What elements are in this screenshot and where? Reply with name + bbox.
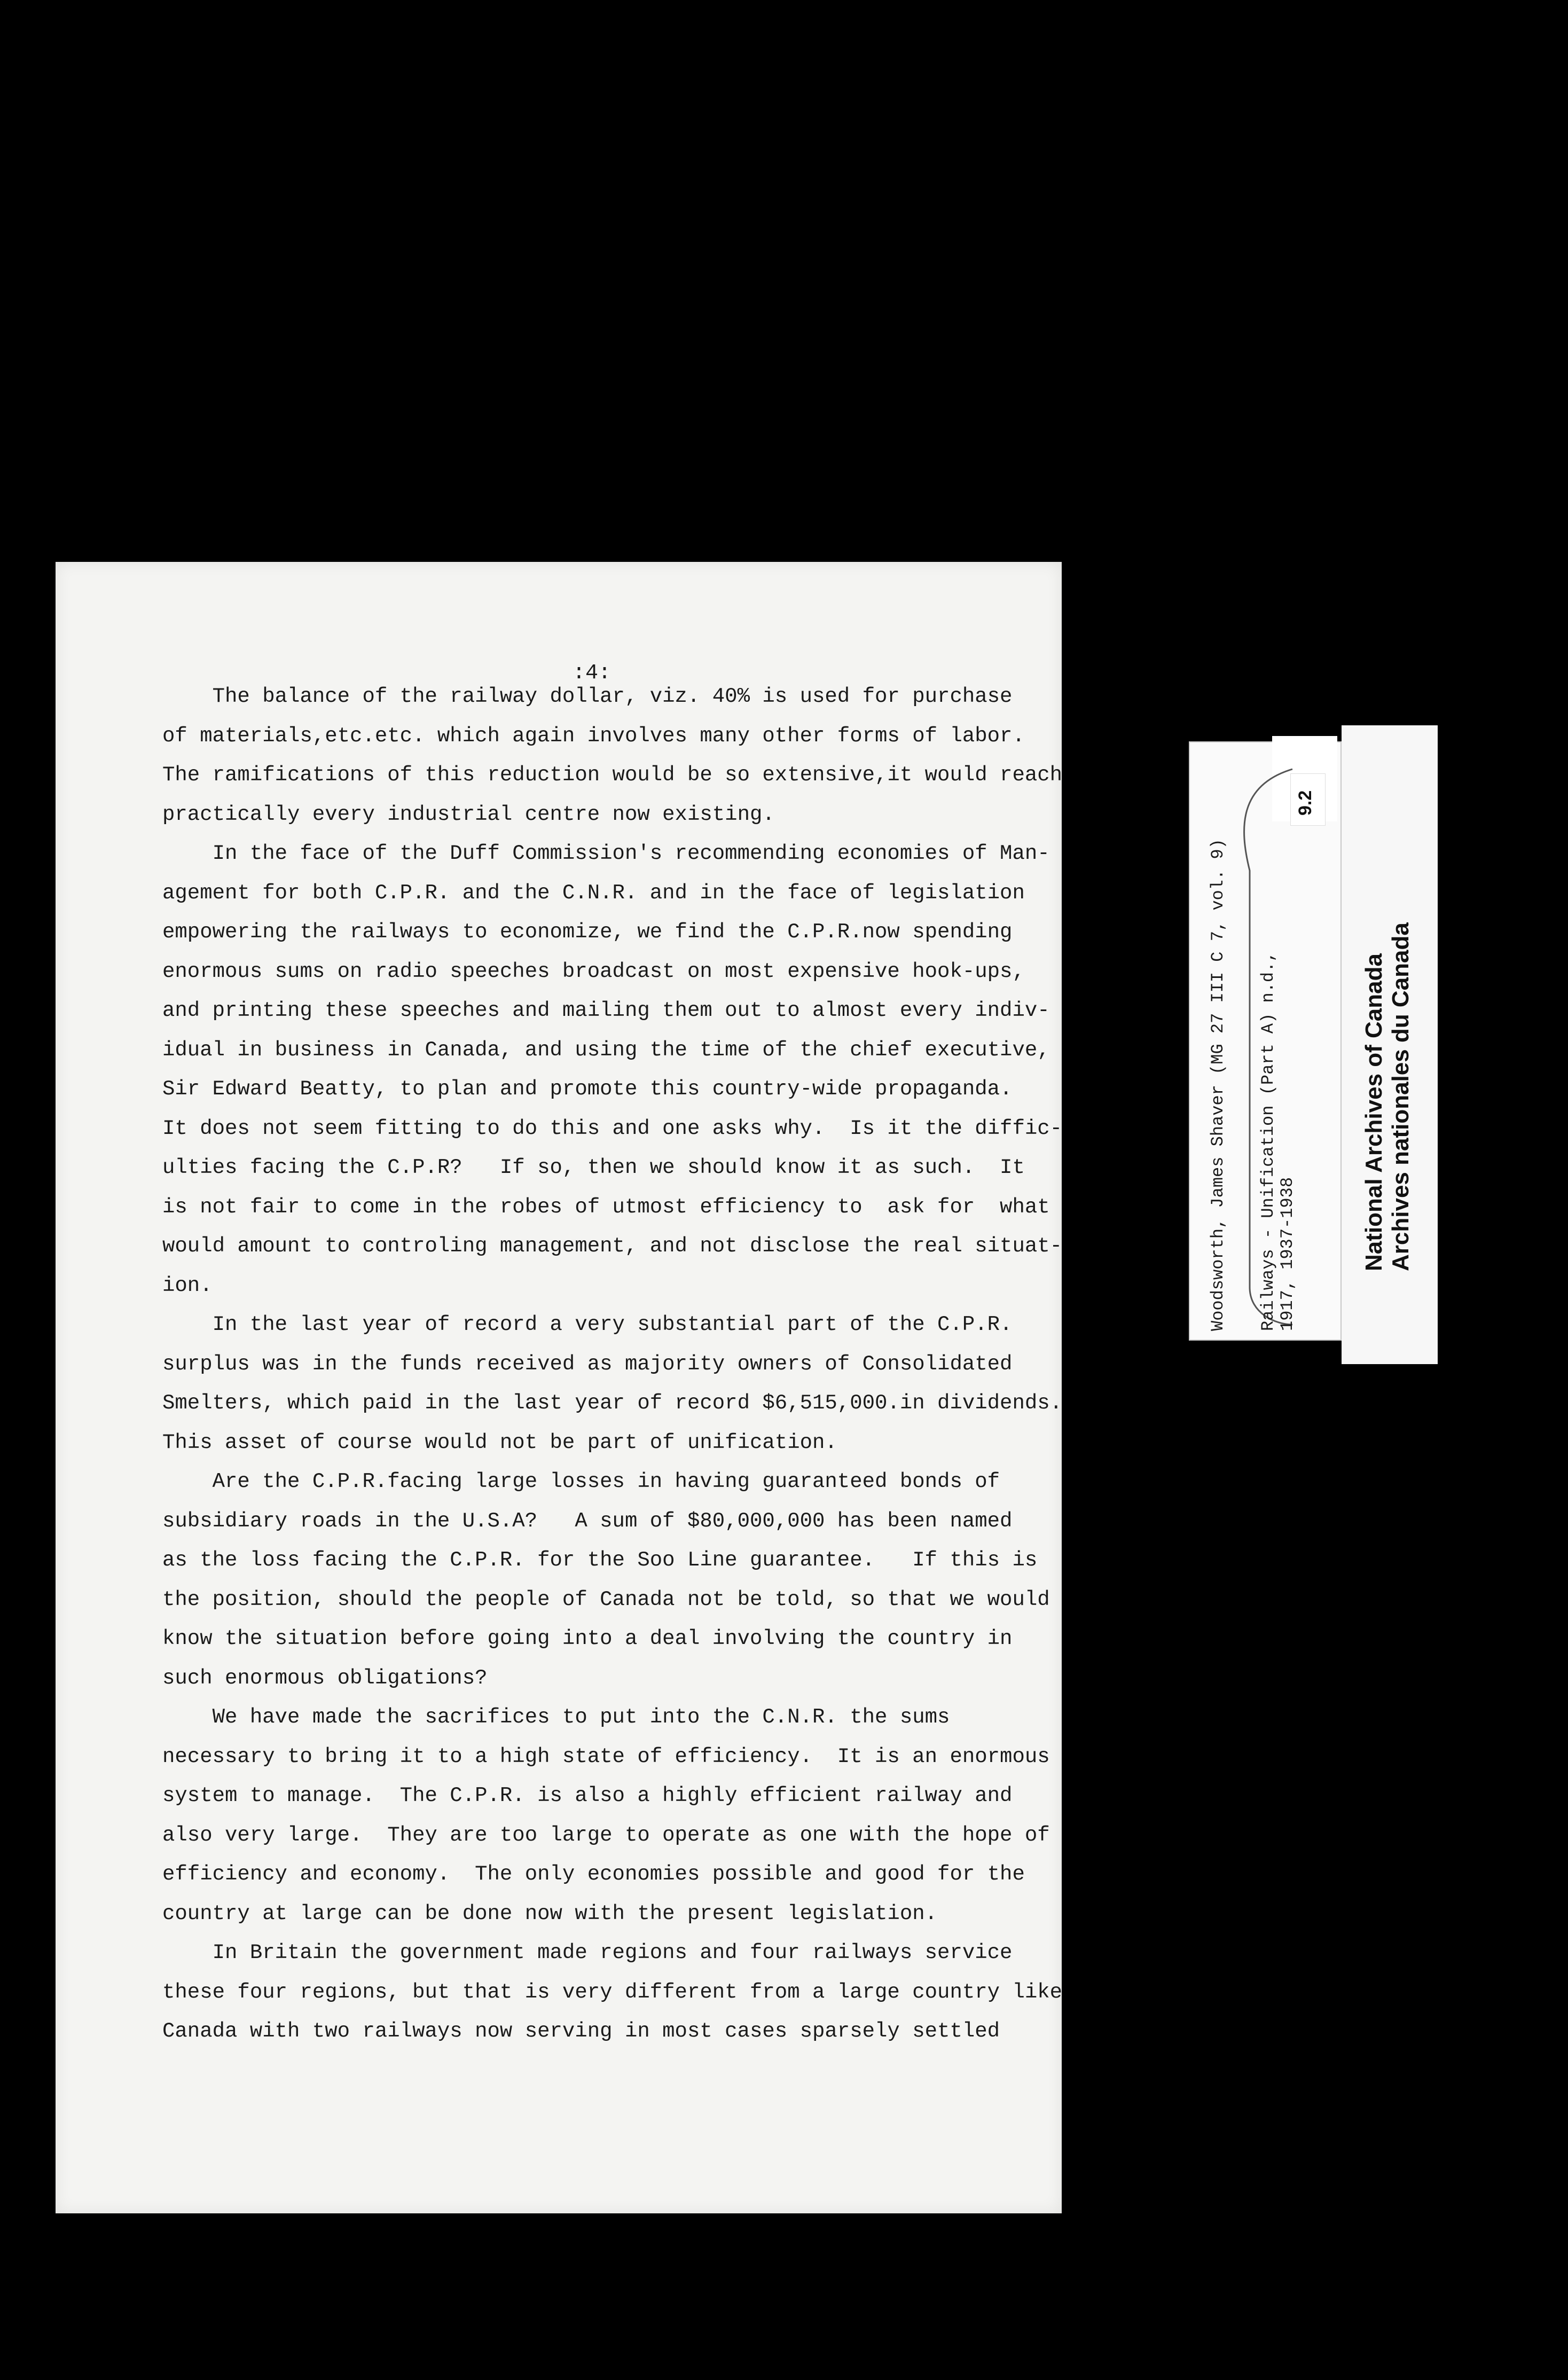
text-line: In the face of the Duff Commission's recommending economies of Man- <box>162 842 1050 865</box>
text-line: system to manage. The C.P.R. is also a highly efficient railway and <box>162 1784 1013 1807</box>
text-line: It does not seem fitting to do this and one asks why. Is it the diffic- <box>162 1116 1063 1140</box>
text-line: enormous sums on radio speeches broadcast on most expensive hook-ups, <box>162 959 1025 983</box>
text-line: is not fair to come in the robes of utmost efficiency to ask for what <box>162 1195 1050 1219</box>
text-line: Canada with two railways now serving in most cases sparsely settled <box>162 2019 1000 2043</box>
text-line: empowering the railways to economize, we find the C.P.R.now spending <box>162 920 1013 944</box>
text-line: The balance of the railway dollar, viz. 40% is used for purchase <box>162 685 1013 708</box>
text-line: and printing these speeches and mailing them out to almost every indiv- <box>162 999 1050 1022</box>
text-line: country at large can be done now with the present legislation. <box>162 1901 938 1925</box>
text-line: Are the C.P.R.facing large losses in having guaranteed bonds of <box>162 1470 1000 1493</box>
text-line: subsidiary roads in the U.S.A? A sum of $80,000,000 has been named <box>162 1509 1013 1533</box>
document-body <box>162 677 1063 2052</box>
text-line: Smelters, which paid in the last year of record $6,515,000.in dividends. <box>162 1391 1063 1415</box>
text-line: idual in business in Canada, and using the time of the chief executive, <box>162 1038 1050 1062</box>
text-line: In Britain the government made regions and four railways service <box>162 1941 1013 1964</box>
text-line: Sir Edward Beatty, to plan and promote this country-wide propaganda. <box>162 1077 1013 1101</box>
text-line: of materials,etc.etc. which again involves many other forms of labor. <box>162 724 1025 748</box>
document-page <box>56 562 1062 2213</box>
slip-file-title-line: Railways - Unification (Part A) n.d., <box>1258 951 1278 1331</box>
text-line: would amount to controling management, and not disclose the real situat- <box>162 1234 1063 1258</box>
text-line: these four regions, but that is very different from a large country like <box>162 1980 1063 2004</box>
text-line: We have made the sacrifices to put into the C.N.R. the sums <box>162 1705 950 1729</box>
text-line: In the last year of record a very substantial part of the C.P.R. <box>162 1313 1013 1336</box>
text-line: the position, should the people of Canada not be told, so that we would <box>162 1587 1050 1611</box>
text-line: ulties facing the C.P.R? If so, then we should know it as such. It <box>162 1156 1025 1179</box>
text-line: agement for both C.P.R. and the C.N.R. and in the face of legislation <box>162 881 1025 905</box>
text-line: surplus was in the funds received as majority owners of Consolidated <box>162 1352 1013 1376</box>
slip-number-box <box>1290 773 1326 826</box>
archive-label-french: Archives nationales du Canada <box>1387 922 1414 1271</box>
text-line: efficiency and economy. The only economies possible and good for the <box>162 1862 1025 1886</box>
slip-date-line: 1917, 1937-1938 <box>1277 1177 1297 1331</box>
archive-label-english: National Archives of Canada <box>1361 953 1387 1271</box>
slip-collection-line: Woodsworth, James Shaver (MG 27 III C 7, vol. 9) <box>1208 839 1228 1331</box>
text-line: ion. <box>162 1273 213 1297</box>
text-line: practically every industrial centre now existing. <box>162 802 775 826</box>
text-line: The ramifications of this reduction would be so extensive,it would reach <box>162 763 1063 787</box>
text-line: This asset of course would not be part of unification. <box>162 1430 837 1454</box>
text-line: necessary to bring it to a high state of efficiency. It is an enormous <box>162 1744 1050 1768</box>
text-line: know the situation before going into a deal involving the country in <box>162 1627 1013 1650</box>
text-line: such enormous obligations? <box>162 1666 488 1690</box>
slip-number: 9.2 <box>1295 790 1315 816</box>
text-line: also very large. They are too large to operate as one with the hope of <box>162 1823 1050 1847</box>
text-line: as the loss facing the C.P.R. for the Soo Line guarantee. If this is <box>162 1548 1038 1572</box>
page-number: :4: <box>573 661 611 685</box>
